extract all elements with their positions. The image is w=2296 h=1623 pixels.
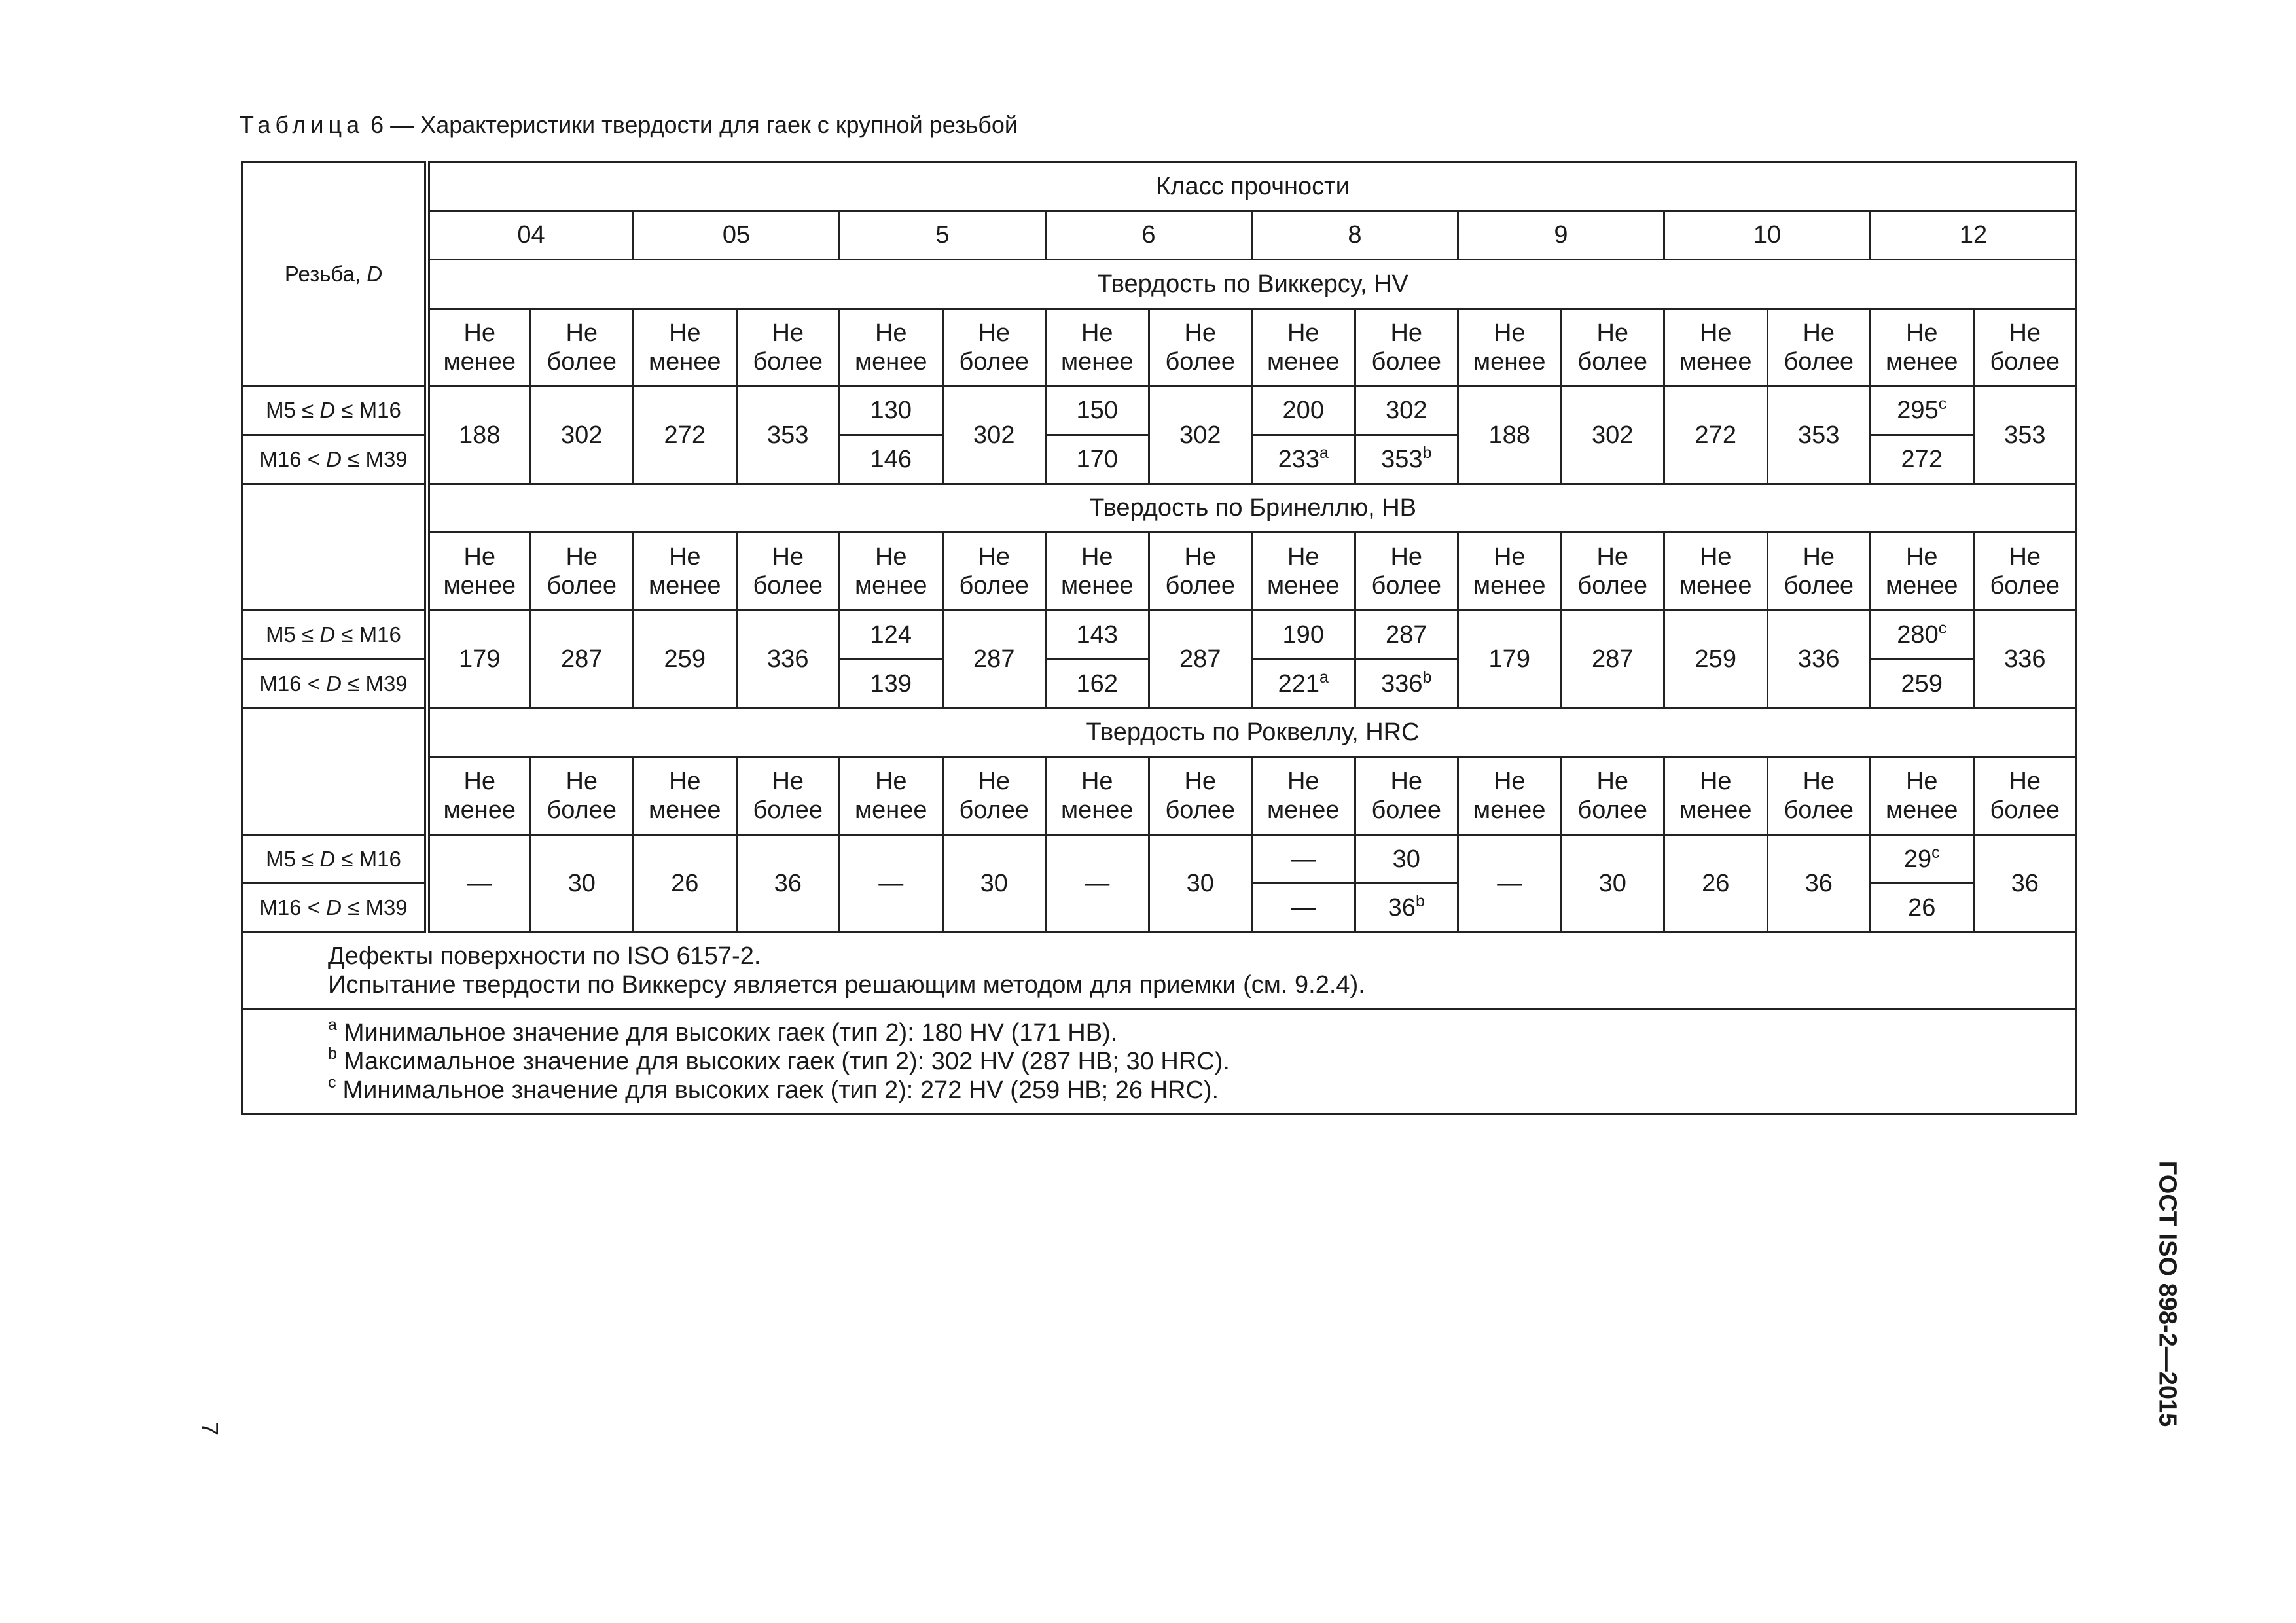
table-cell: 302 (1355, 386, 1458, 435)
footnote-mark: c (1938, 618, 1947, 637)
subheader-min: Не менее (1871, 533, 1974, 611)
footnote-mark: b (1415, 892, 1425, 911)
table-cell: 221$^a$ (1252, 659, 1355, 708)
table-row (242, 386, 2077, 435)
subheader-max: Не более (1561, 757, 1664, 834)
table-row (242, 611, 2077, 660)
class-10: 10 (1664, 211, 1871, 260)
table-cell: 259 (634, 611, 737, 708)
subheader-min: Не менее (840, 533, 943, 611)
notes-row (242, 932, 2077, 1008)
subheader-max: Не более (1973, 757, 2077, 834)
page-number: 7 (196, 1421, 223, 1436)
class-12: 12 (1871, 211, 2077, 260)
subheader-max: Не более (1767, 533, 1871, 611)
subheader-max: Не более (530, 757, 634, 834)
subheader-max: Не более (942, 757, 1046, 834)
table-cell: 36 (1767, 834, 1871, 932)
thread-range-2: M16 < D ≤ M39 (242, 883, 427, 933)
table-cell: 30 (1355, 834, 1458, 883)
caption-title: 6 — Характеристики твердости для гаек с крупной резьбой (364, 111, 1018, 138)
footnote-b: $^b$ Максимальное значение для высоких гаек (тип 2): 302 HV (287 HB; 30 HRC). (328, 1044, 1230, 1075)
table-cell: — (1458, 834, 1562, 932)
subheader-max: Не более (736, 308, 840, 386)
table-cell: 30 (942, 834, 1046, 932)
table-cell: 36 (1973, 834, 2077, 932)
section-title-row (242, 708, 2077, 757)
table-cell: — (1252, 834, 1355, 883)
hardness-table (241, 161, 2077, 1115)
subheader-max: Не более (1355, 757, 1458, 834)
section-title-row (242, 484, 2077, 533)
table-cell: 188 (1458, 386, 1562, 484)
subheader-min: Не менее (1664, 533, 1768, 611)
table-cell: 287 (1149, 611, 1252, 708)
table-cell: 233$^a$ (1252, 435, 1355, 484)
subheader-min: Не менее (1252, 308, 1355, 386)
table-cell: 353 (1973, 386, 2077, 484)
subheader-max: Не более (1973, 308, 2077, 386)
footnotes-cell (242, 1008, 2077, 1114)
table-cell: 287 (942, 611, 1046, 708)
note-surface-defects: Дефекты поверхности по ISO 6157-2. (328, 942, 761, 970)
footnote-mark: c (1938, 395, 1947, 414)
subheader-row (242, 533, 2077, 611)
table-cell: 146 (840, 435, 943, 484)
table-cell: 287 (1355, 611, 1458, 660)
subheader-max: Не более (942, 308, 1046, 386)
note-vickers-method: Испытание твердости по Виккерсу является решающим методом для приемки (см. 9.2.4). (328, 971, 1365, 999)
subheader-row (242, 308, 2077, 386)
subheader-min: Не менее (1046, 533, 1149, 611)
thread-header: Резьба, D (242, 162, 427, 387)
subheader-max: Не более (1973, 533, 2077, 611)
subheader-max: Не более (1149, 308, 1252, 386)
table-cell: 188 (427, 386, 531, 484)
table-caption (240, 111, 1018, 139)
thread-range-2: M16 < D ≤ M39 (242, 435, 427, 484)
table-cell: 353 (1767, 386, 1871, 484)
footnote-mark: b (1422, 668, 1432, 687)
footnotes-row (242, 1008, 2077, 1114)
table-cell: 302 (1149, 386, 1252, 484)
table-cell: 179 (427, 611, 531, 708)
subheader-min: Не менее (427, 757, 531, 834)
footnote-mark: b (1422, 443, 1432, 462)
subheader-min: Не менее (1252, 533, 1355, 611)
subheader-min: Не менее (1458, 533, 1562, 611)
caption-word: Таблица (240, 111, 365, 138)
subheader-max: Не более (1767, 308, 1871, 386)
subheader-max: Не более (1355, 533, 1458, 611)
table-cell: — (427, 834, 531, 932)
subheader-max: Не более (1149, 757, 1252, 834)
footnote-c: $^c$ Минимальное значение для высоких гаек (тип 2): 272 HV (259 HB; 26 HRC). (328, 1073, 1219, 1104)
subheader-max: Не более (942, 533, 1046, 611)
subheader-min: Не менее (1664, 757, 1768, 834)
subheader-max: Не более (530, 308, 634, 386)
subheader-max: Не более (1561, 533, 1664, 611)
subheader-max: Не более (1149, 533, 1252, 611)
table-cell: 36 (736, 834, 840, 932)
thread-range-1: M5 ≤ D ≤ M16 (242, 386, 427, 435)
footnote-a: $^a$ Минимальное значение для высоких гаек (тип 2): 180 HV (171 HB). (328, 1015, 1118, 1046)
footnote-mark: a (1319, 443, 1329, 462)
table-cell: 272 (634, 386, 737, 484)
table-cell: 124 (840, 611, 943, 660)
subheader-max: Не более (736, 533, 840, 611)
subheader-min: Не менее (1458, 757, 1562, 834)
table-cell: 336$^b$ (1355, 659, 1458, 708)
table-cell: 353 (736, 386, 840, 484)
table-cell: 272 (1664, 386, 1768, 484)
table-row (242, 834, 2077, 883)
subheader-min: Не менее (1664, 308, 1768, 386)
notes-cell (242, 932, 2077, 1008)
table-cell: 130 (840, 386, 943, 435)
subheader-min: Не менее (1046, 757, 1149, 834)
subheader-min: Не менее (634, 308, 737, 386)
strength-class-header: Класс прочности (427, 162, 2077, 211)
header-row-classes (242, 211, 2077, 260)
class-6: 6 (1046, 211, 1252, 260)
table-cell: 30 (530, 834, 634, 932)
table-cell: 36$^b$ (1355, 883, 1458, 933)
subheader-min: Не менее (840, 757, 943, 834)
table-cell: — (1252, 883, 1355, 933)
table-cell: 26 (1871, 883, 1974, 933)
table-cell: 259 (1664, 611, 1768, 708)
subheader-min: Не менее (840, 308, 943, 386)
table-cell: — (1046, 834, 1149, 932)
table-cell: 272 (1871, 435, 1974, 484)
table-cell: 302 (1561, 386, 1664, 484)
table-cell: 143 (1046, 611, 1149, 660)
header-row-strength-class (242, 162, 2077, 211)
class-05: 05 (634, 211, 840, 260)
thread-blank (242, 484, 427, 610)
table-cell: 150 (1046, 386, 1149, 435)
table-cell: — (840, 834, 943, 932)
class-5: 5 (840, 211, 1046, 260)
table-cell: 26 (1664, 834, 1768, 932)
table-cell: 162 (1046, 659, 1149, 708)
table-cell: 280$^c$ (1871, 611, 1974, 660)
class-04: 04 (427, 211, 634, 260)
subheader-min: Не менее (1046, 308, 1149, 386)
document-code: ГОСТ ISO 898-2—2015 (2153, 1160, 2181, 1427)
table-cell: 26 (634, 834, 737, 932)
subheader-max: Не более (1355, 308, 1458, 386)
subheader-max: Не более (736, 757, 840, 834)
table-cell: 170 (1046, 435, 1149, 484)
subheader-min: Не менее (1871, 308, 1974, 386)
subheader-max: Не более (1561, 308, 1664, 386)
thread-range-1: M5 ≤ D ≤ M16 (242, 611, 427, 660)
table-cell: 179 (1458, 611, 1562, 708)
class-8: 8 (1252, 211, 1458, 260)
table-cell: 336 (1767, 611, 1871, 708)
subheader-min: Не менее (1458, 308, 1562, 386)
table-cell: 287 (1561, 611, 1664, 708)
section-title-hb: Твердость по Бринеллю, HB (427, 484, 2077, 533)
thread-range-1: M5 ≤ D ≤ M16 (242, 834, 427, 883)
subheader-max: Не более (530, 533, 634, 611)
section-title-hrc: Твердость по Роквеллу, HRC (427, 708, 2077, 757)
table-cell: 30 (1561, 834, 1664, 932)
table-cell: 336 (736, 611, 840, 708)
table-cell: 259 (1871, 659, 1974, 708)
table-cell: 302 (530, 386, 634, 484)
class-9: 9 (1458, 211, 1664, 260)
footnote-mark: a (1319, 668, 1329, 687)
subheader-min: Не менее (1252, 757, 1355, 834)
subheader-min: Не менее (427, 533, 531, 611)
table-cell: 200 (1252, 386, 1355, 435)
subheader-row (242, 757, 2077, 834)
table-cell: 139 (840, 659, 943, 708)
thread-range-2: M16 < D ≤ M39 (242, 659, 427, 708)
table-cell: 30 (1149, 834, 1252, 932)
table-cell: 336 (1973, 611, 2077, 708)
section-title-row (242, 260, 2077, 309)
table-cell: 190 (1252, 611, 1355, 660)
subheader-min: Не менее (634, 757, 737, 834)
subheader-min: Не менее (1871, 757, 1974, 834)
table-cell: 287 (530, 611, 634, 708)
subheader-max: Не более (1767, 757, 1871, 834)
table-cell: 29$^c$ (1871, 834, 1974, 883)
table-cell: 353$^b$ (1355, 435, 1458, 484)
section-title-hv: Твердость по Виккерсу, HV (427, 260, 2077, 309)
footnote-mark: c (1931, 843, 1940, 862)
table-cell: 295$^c$ (1871, 386, 1974, 435)
thread-blank (242, 708, 427, 834)
table-cell: 302 (942, 386, 1046, 484)
subheader-min: Не менее (427, 308, 531, 386)
subheader-min: Не менее (634, 533, 737, 611)
